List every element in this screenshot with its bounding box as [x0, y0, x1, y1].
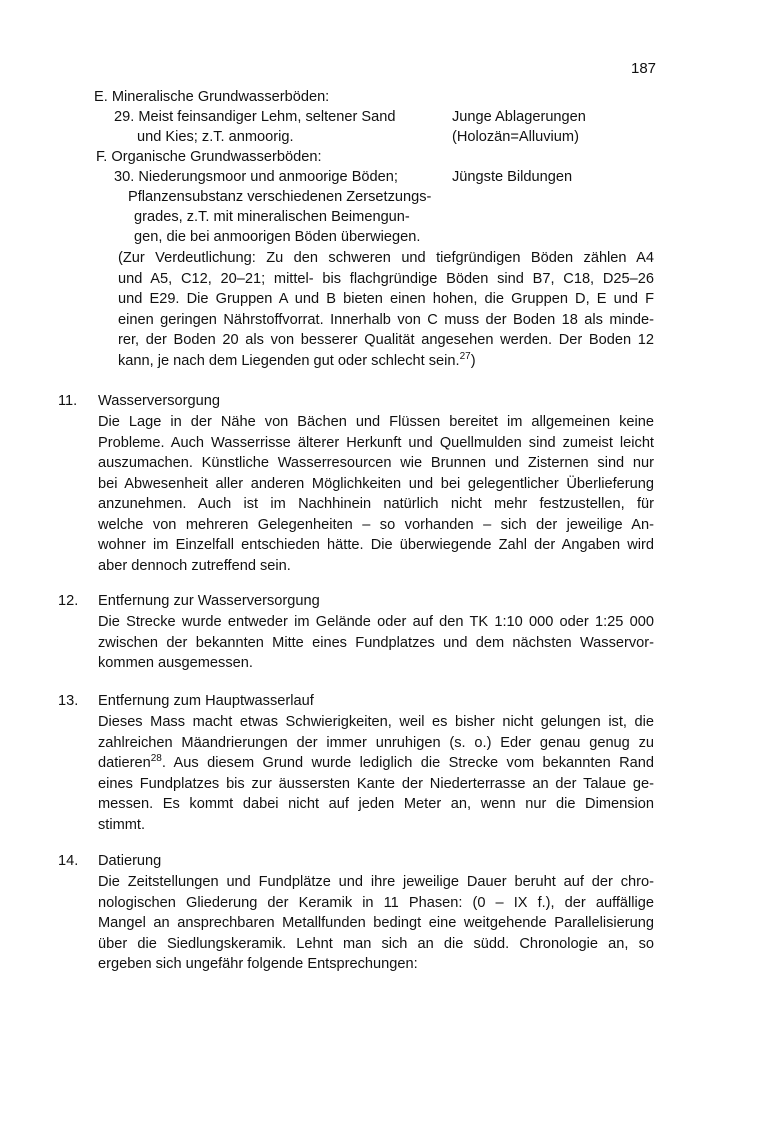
text-line: anzunehmen. Auch ist im Nachhinein natürlich nicht mehr festzustellen, für	[98, 496, 654, 512]
text-line: Mangel an ansprechbaren Metallfunden bedingt eine weitgehende Parallelisierung	[98, 915, 654, 931]
text-line: welche von mehreren Gelegenheiten – so vorhanden – sich der jeweilige An-	[98, 516, 654, 533]
section-number: 11.	[58, 393, 78, 409]
text-line: aber dennoch zutreffend sein.	[98, 557, 291, 574]
text-line: über die Siedlungskeramik. Lehnt man sich an die südd. Chronologie an, so	[98, 935, 654, 952]
text-line: zahlreichen Mäandrierungen der immer unruhigen (s. o.) Eder genau genug zu	[98, 734, 654, 751]
footnote-ref-27: 27	[459, 350, 471, 362]
footnote-ref-28: 28	[150, 753, 162, 764]
group-f-heading: F. Organische Grundwasserböden:	[96, 149, 322, 165]
text-line: stimmt.	[98, 816, 146, 833]
text-line: wohner im Einzelfall entschieden hätte. Die überwiegende Zahl der Angaben wird	[98, 537, 654, 553]
item-30-line-3: grades, z.T. mit mineralischen Beimengun-	[134, 209, 410, 225]
text-line: Die Lage in der Nähe von Bächen und Flüssen bereitet im allgemeinen keine	[98, 414, 654, 430]
section-body	[98, 872, 654, 975]
item-29-line-2: und Kies; z.T. anmoorig.	[137, 129, 294, 145]
text-fragment: kann, je nach dem Liegenden gut oder schlecht sein.	[118, 352, 460, 369]
text-line: (Zur Verdeutlichung: Zu den schweren und tiefgründigen Böden zählen A4	[118, 250, 654, 266]
item-29-age-2: (Holozän=Alluvium)	[452, 129, 579, 145]
text-line: kommen ausgemessen.	[98, 655, 253, 671]
section-title: Entfernung zur Wasserversorgung	[98, 593, 320, 609]
text-line: zwischen der bekannten Mitte eines Fundplatzes und dem nächsten Wasservor-	[98, 634, 654, 651]
section-title: Datierung	[98, 853, 162, 869]
text-line: eines Fundplatzes bis zur äussersten Kante der Niederterrasse an der Talaue ge-	[98, 775, 654, 792]
group-e-heading: E. Mineralische Grundwasserböden:	[94, 89, 330, 105]
section-body	[98, 612, 654, 674]
text-line	[98, 753, 654, 774]
text-line: rer, der Boden 20 als von besserer Qualität angesehen werden. Der Boden 12	[118, 332, 654, 348]
section-body	[98, 712, 654, 835]
item-30-line-1: 30. Niederungsmoor und anmoorige Böden;	[114, 169, 398, 185]
text-line: bei Abwesenheit aller anderen Möglichkeiten und bei gelegentlicher Überlieferung	[98, 475, 654, 492]
item-30-line-4: gen, die bei anmoorigen Böden überwiegen.	[134, 229, 421, 245]
section-number: 12.	[58, 593, 79, 609]
item-29-line-1: 29. Meist feinsandiger Lehm, seltener Sand	[114, 109, 396, 125]
text-line: Die Strecke wurde entweder im Gelände oder auf den TK 1:10 000 oder 1:25 000	[98, 614, 654, 630]
text-line: Dieses Mass macht etwas Schwierigkeiten, weil es bisher nicht gelungen ist, die	[98, 714, 654, 730]
text-line: messen. Es kommt dabei nicht auf jeden Meter an, wenn nur die Dimension	[98, 796, 654, 812]
text-line: nologischen Gliederung der Keramik in 11 Phasen: (0 – IX f.), der auffällige	[98, 894, 654, 911]
section-number: 14.	[58, 853, 79, 869]
text-line: ergeben sich ungefähr folgende Entsprechungen:	[98, 956, 418, 972]
item-30-line-2: Pflanzensubstanz verschiedenen Zersetzungs-	[128, 189, 432, 205]
item-29-age-1: Junge Ablagerungen	[452, 109, 586, 125]
text-line: auszumachen. Künstliche Wasserresourcen wie Brunnen und Zisternen sind nur	[98, 455, 654, 471]
section-body	[98, 412, 654, 576]
text-line	[118, 351, 654, 372]
section-title: Entfernung zum Hauptwasserlauf	[98, 693, 314, 709]
section-title: Wasserversorgung	[98, 393, 220, 409]
item-30-age: Jüngste Bildungen	[452, 169, 573, 185]
text-fragment: . Aus diesem Grund wurde lediglich die Strecke vom bekannten Rand	[161, 755, 654, 771]
text-line: Die Zeitstellungen und Fundplätze und ihre jeweilige Dauer beruht auf der chro-	[98, 874, 654, 890]
text-line: Probleme. Auch Wasserrisse älterer Herkunft und Quellmulden sind zumeist leicht	[98, 434, 654, 451]
page-number: 187	[631, 60, 657, 77]
text-line: und A5, C12, 20–21; mittel- bis flachgründige Böden sind B7, C18, D25–26	[118, 270, 654, 287]
text-line: einen geringen Nährstoffvorrat. Innerhalb von C muss der Boden 18 als minde-	[118, 311, 654, 328]
text-fragment: )	[470, 352, 476, 369]
section-number: 13.	[58, 693, 79, 709]
text-fragment: datieren	[98, 755, 151, 771]
text-line: und E29. Die Gruppen A und B bieten einen hohen, die Gruppen D, E und F	[118, 291, 654, 307]
clarification-paragraph	[118, 248, 654, 371]
